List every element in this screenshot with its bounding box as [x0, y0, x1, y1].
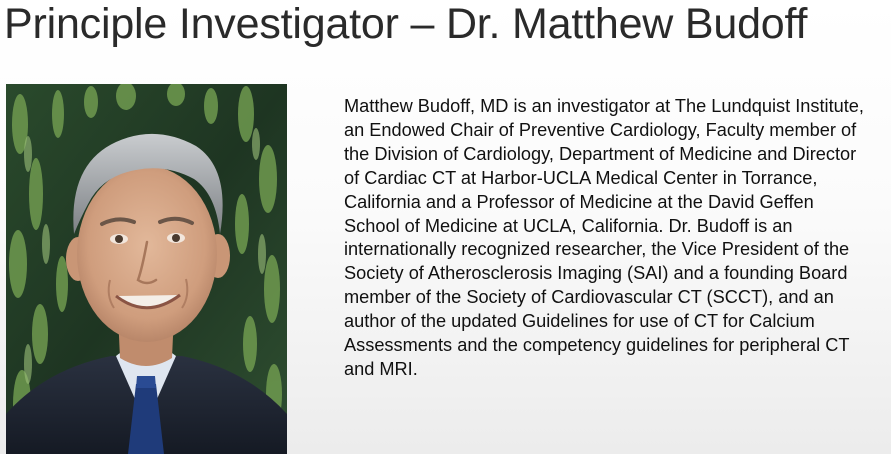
portrait-photo — [6, 84, 287, 454]
biography-text: Matthew Budoff, MD is an investigator at The Lundquist Institute, an Endowed Chair of Preventive Cardiology, Faculty member of the Division of Cardiology, Department of Medicine and Director of Cardiac CT at Harbor-UCLA Medical Center in Torrance, California and a Professor of Medicine at the David Geffen School of Medicine at UCLA, California. Dr. Budoff is an internationally recognized researcher, the Vice President of the Society of Atherosclerosis Imaging (SAI) and a founding Board member of the Society of Cardiovascular CT (SCCT), and an author of the updated Guidelines for use of CT for Calcium Assessments and the competency guidelines for peripheral CT and MRI. — [344, 96, 864, 379]
slide-title: Principle Investigator – Dr. Matthew Budoff — [4, 0, 808, 48]
